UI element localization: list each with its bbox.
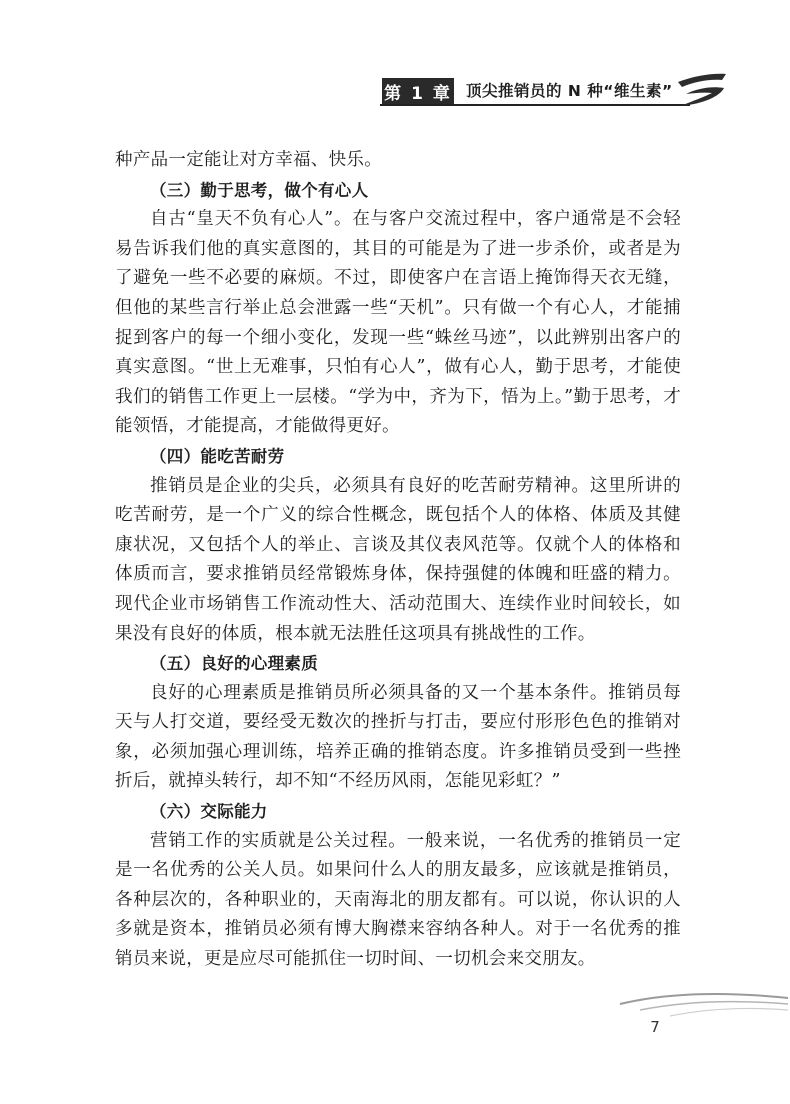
section-heading-social: （六）交际能力 (150, 802, 268, 822)
chapter-label: 第 1 章 (382, 78, 454, 104)
header-rule (380, 104, 690, 106)
section-heading-think: （三）勤于思考，做个有心人 (150, 180, 369, 200)
paragraph-endure: 推销员是企业的尖兵，必须具有良好的吃苦耐劳精神。这里所讲的吃苦耐劳，是一个广义的综合性概念，既包括个人的体格、体质及其健康状况，又包括个人的举止、言谈及其仪表风范等。仅就个人的体格和体质而言，要求推销员经常锻炼身体，保持强健的体魄和旺盛的精力。现代企业市场销售工作流动性大、活动范围大、连续作业时间较长，如果没有良好的体质，根本就无法胜任这项具有挑战性的工作。 (115, 475, 681, 644)
page-curl-icon (610, 990, 790, 1020)
paragraph-psychology: 良好的心理素质是推销员所必须具备的又一个基本条件。推销员每天与人打交道，要经受无数次的挫折与打击，要应付形形色色的推销对象，必须加强心理训练，培养正确的推销态度。许多推销员受到一些挫折后，就掉头转行，却不知“不经历风雨，怎能见彩虹？” (115, 682, 681, 792)
section-heading-endure: （四）能吃苦耐劳 (150, 446, 285, 466)
page-number: 7 (650, 1018, 660, 1036)
chapter-swoosh-icon (672, 68, 732, 110)
paragraph-think: 自古“皇天不负有心人”。在与客户交流过程中，客户通常是不会轻易告诉我们他的真实意图的，其目的可能是为了进一步杀价，或者是为了避免一些不必要的麻烦。不过，即使客户在言语上掩饰得天衣无缝，但他的某些言行举止总会泄露一些“天机”。只有做一个有心人，才能捕捉到客户的每一个细小变化，发现一些“蛛丝马迹”，以此辨别出客户的真实意图。“世上无难事，只怕有心人”，做有心人，勤于思考，才能使我们的销售工作更上一层楼。“学为中，齐为下，悟为上。”勤于思考，才能领悟，才能提高，才能做得更好。 (115, 209, 681, 437)
body-text (115, 146, 681, 975)
chapter-title: 顶尖推销员的 N 种“维生素” (466, 82, 673, 100)
section-heading-psychology: （五）良好的心理素质 (150, 654, 318, 674)
paragraph-social: 营销工作的实质就是公关过程。一般来说，一名优秀的推销员一定是一名优秀的公关人员。如果问什么人的朋友最多，应该就是推销员，各种层次的，各种职业的，天南海北的朋友都有。可以说，你认识的人多就是资本，推销员必须有博大胸襟来容纳各种人。对于一名优秀的推销员来说，更是应尽可能抓住一切时间、一切机会来交朋友。 (115, 830, 681, 970)
running-header (0, 0, 790, 120)
paragraph-continued: 种产品一定能让对方幸福、快乐。 (115, 150, 382, 170)
page-footer (0, 990, 790, 1090)
